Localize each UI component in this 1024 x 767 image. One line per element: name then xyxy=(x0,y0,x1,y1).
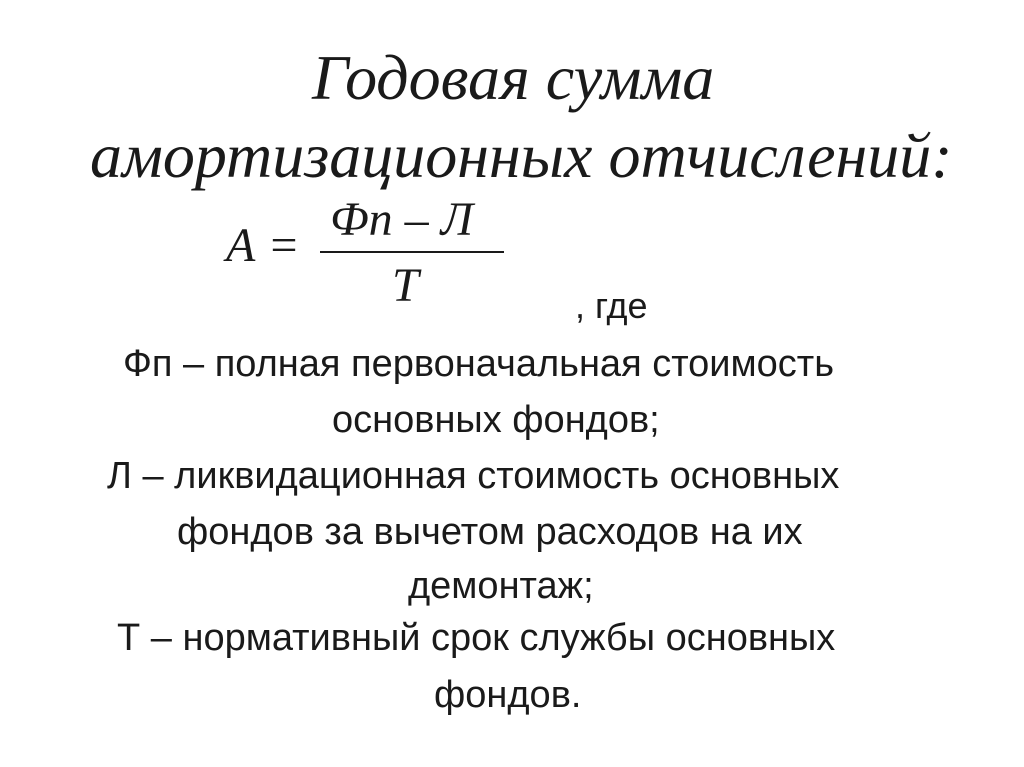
formula-numerator: Фп – Л xyxy=(330,193,474,246)
definition-line-7: фондов. xyxy=(434,674,582,716)
slide-title-line-1: Годовая сумма xyxy=(312,42,715,113)
definition-line-2: основных фондов; xyxy=(332,399,660,441)
formula-denominator: Т xyxy=(392,259,419,312)
definition-line-5: демонтаж; xyxy=(408,565,594,607)
fraction-bar xyxy=(320,251,504,253)
formula-where-label: , где xyxy=(575,285,648,326)
definition-line-1: Фп – полная первоначальная стоимость xyxy=(123,343,834,385)
definition-line-6: Т – нормативный срок службы основных xyxy=(117,617,836,659)
definition-line-4: фондов за вычетом расходов на их xyxy=(177,511,803,553)
formula-lhs: А = xyxy=(226,219,300,272)
definition-line-3: Л – ликвидационная стоимость основных xyxy=(107,455,840,497)
slide-title-line-2: амортизационных отчислений: xyxy=(90,120,953,191)
